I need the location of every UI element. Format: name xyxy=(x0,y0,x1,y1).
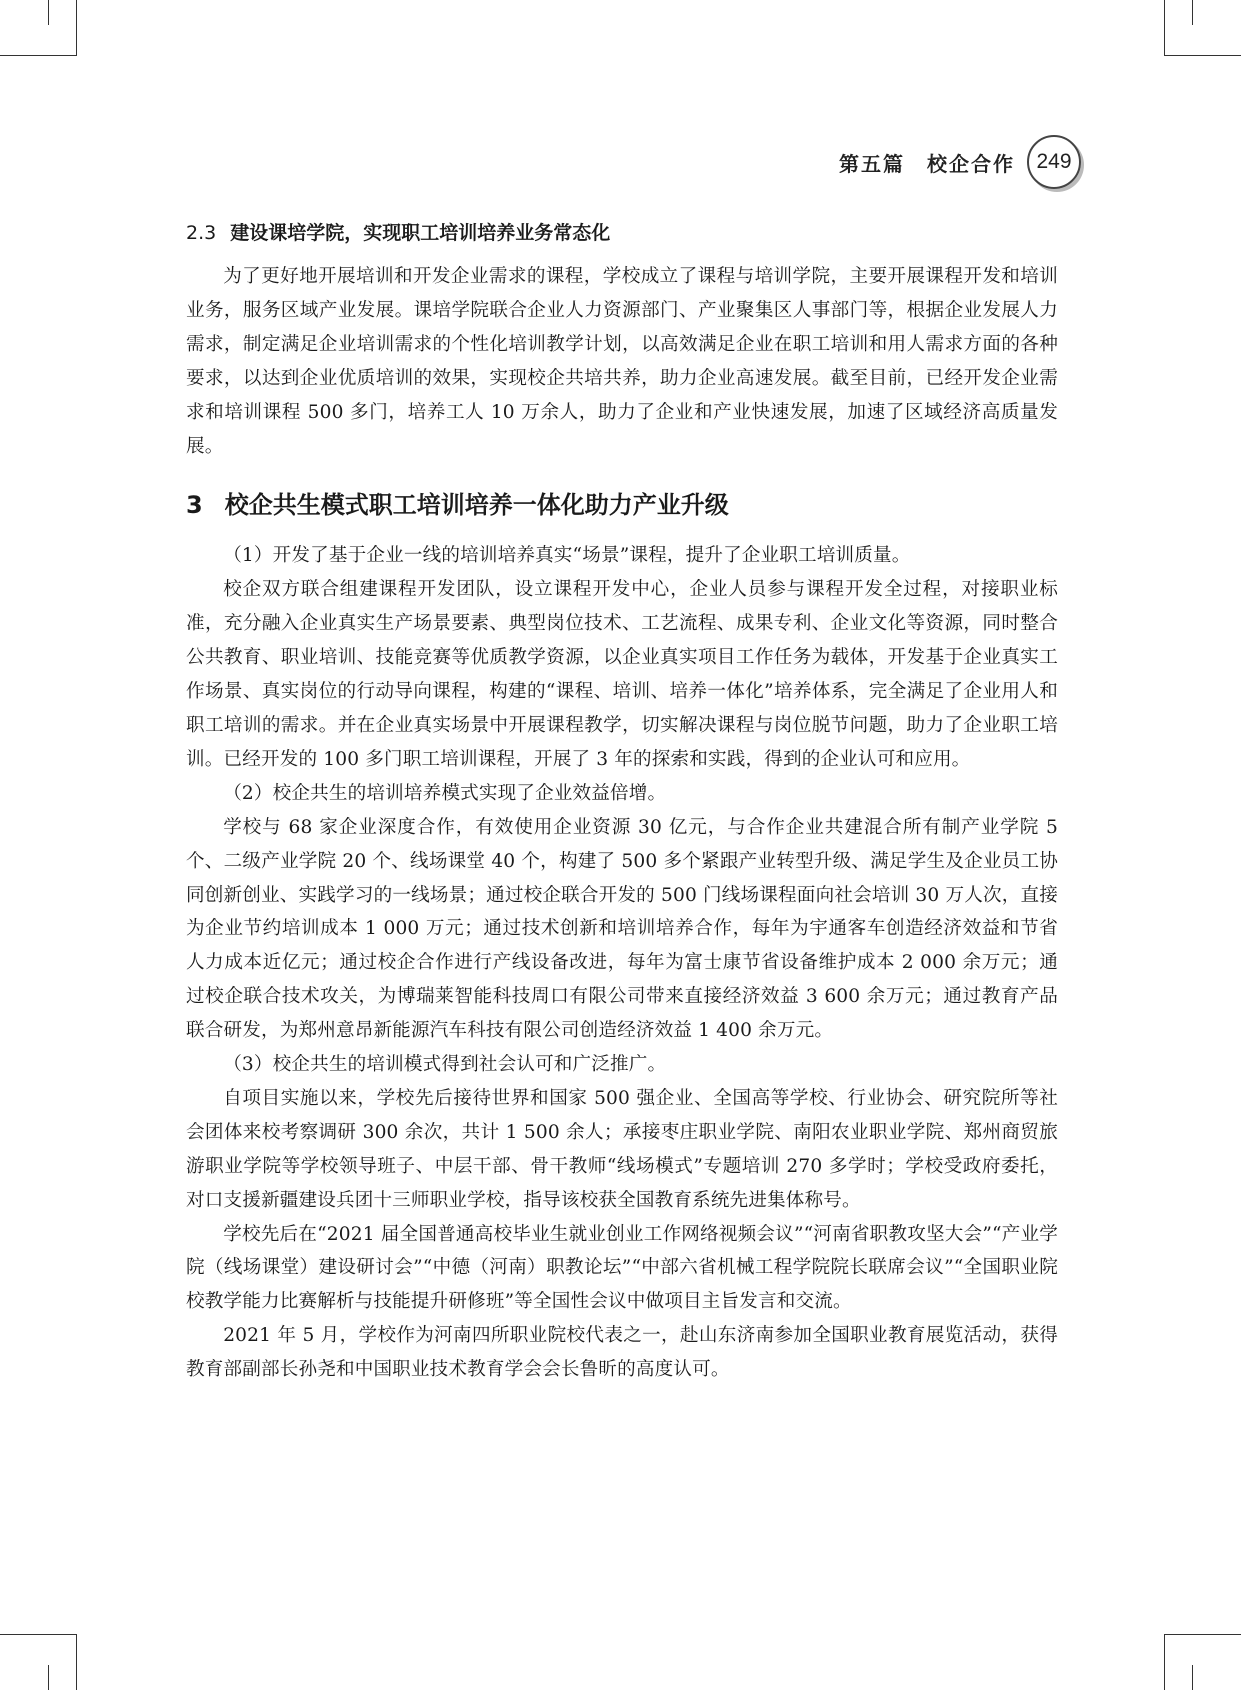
crop-mark xyxy=(1164,0,1165,56)
list-heading: （1）开发了基于企业一线的培训培养真实“场景”课程，提升了企业职工培训质量。 xyxy=(223,545,911,567)
paragraph: 自项目实施以来，学校先后接待世界和国家 500 强企业、全国高等学校、行业协会、研究院所等社会团体来校考察调研 300 余次，共计 1 500 余人；承接枣庄职业学院、南阳农业职业学院、郑州商贸旅游职业学院等学校领导班子、中层干部、骨干教师“线场模式”专题培训 270 多学时；学校受政府委托，对口支援新疆建设兵团十三师职业学校，指导该校获全国教育系统先进集体称号。 xyxy=(186,1087,1058,1211)
crop-mark xyxy=(48,1665,49,1690)
paragraph: 校企双方联合组建课程开发团队，设立课程开发中心，企业人员参与课程开发全过程，对接职业标准，充分融入企业真实生产场景要素、典型岗位技术、工艺流程、成果专利、企业文化等资源，同时整合公共教育、职业培训、技能竞赛等优质教学资源，以企业真实项目工作任务为载体，开发基于企业真实工作场景、真实岗位的行动导向课程，构建的“课程、培训、培养一体化”培养体系，完全满足了企业用人和职工培训的需求。并在企业真实场景中开展课程教学，切实解决课程与岗位脱节问题，助力了企业职工培训。已经开发的 100 多门职工培训课程，开展了 3 年的探索和实践，得到的企业认可和应用。 xyxy=(186,579,1058,770)
header-text xyxy=(839,148,1015,177)
crop-mark xyxy=(1192,0,1193,25)
section-heading xyxy=(186,485,1058,525)
header-part: 第五篇 xyxy=(839,151,905,176)
crop-mark xyxy=(1164,55,1241,56)
running-header xyxy=(839,134,1081,190)
section-title: 校企共生模式职工培训培养一体化助力产业升级 xyxy=(224,491,729,520)
list-heading: （2）校企共生的培训培养模式实现了企业效益倍增。 xyxy=(223,782,667,804)
subsection-number: 2.3 xyxy=(186,222,217,244)
page-number: 249 xyxy=(1027,135,1081,189)
crop-mark xyxy=(1164,1634,1241,1635)
paragraph: 学校先后在“2021 届全国普通高校毕业生就业创业工作网络视频会议”“河南省职教攻坚大会”“产业学院（线场课堂）建设研讨会”“中德（河南）职教论坛”“中部六省机械工程学院院长联席会议”“全国职业院校教学能力比赛解析与技能提升研修班”等全国性会议中做项目主旨发言和交流。 xyxy=(186,1223,1058,1313)
crop-mark xyxy=(1192,1665,1193,1690)
paragraph: 学校与 68 家企业深度合作，有效使用企业资源 30 亿元，与合作企业共建混合所有制产业学院 5 个、二级产业学院 20 个、线场课堂 40 个，构建了 500 多个紧跟产业转型升级、满足学生及企业员工协同创新创业、实践学习的一线场景；通过校企联合开发的 500 门线场课程面向社会培训 30 万人次，直接为企业节约培训成本 1 000 万元；通过技术创新和培训培养合作，每年为宇通客车创造经济效益和节省人力成本近亿元；通过校企合作进行产线设备改进，每年为富士康节省设备维护成本 2 000 余万元；通过校企联合技术攻关，为博瑞莱智能科技周口有限公司带来直接经济效益 3 600 余万元；通过教育产品联合研发，为郑州意昂新能源汽车科技有限公司创造经济效益 1 400 余万元。 xyxy=(186,816,1058,1042)
crop-mark xyxy=(1164,1634,1165,1690)
crop-mark xyxy=(0,55,77,56)
crop-mark xyxy=(0,1634,77,1635)
crop-mark xyxy=(76,0,77,56)
section-number: 3 xyxy=(186,491,203,520)
subsection-heading xyxy=(186,216,1058,250)
paragraph: 为了更好地开展培训和开发企业需求的课程，学校成立了课程与培训学院，主要开展课程开发和培训业务，服务区域产业发展。课培学院联合企业人力资源部门、产业聚集区人事部门等，根据企业发展人力需求，制定满足企业培训需求的个性化培训教学计划，以高效满足企业在职工培训和用人需求方面的各种要求，以达到企业优质培训的效果，实现校企共培共养，助力企业高速发展。截至目前，已经开发企业需求和培训课程 500 多门，培养工人 10 万余人，助力了企业和产业快速发展，加速了区域经济高质量发展。 xyxy=(186,266,1058,457)
crop-mark xyxy=(48,0,49,25)
list-heading: （3）校企共生的培训模式得到社会认可和广泛推广。 xyxy=(223,1054,667,1076)
crop-mark xyxy=(76,1634,77,1690)
paragraph: 2021 年 5 月，学校作为河南四所职业院校代表之一，赴山东济南参加全国职业教育展览活动，获得教育部副部长孙尧和中国职业技术教育学会会长鲁昕的高度认可。 xyxy=(186,1325,1058,1381)
page-content xyxy=(186,216,1058,1387)
header-chapter: 校企合作 xyxy=(927,151,1015,176)
subsection-title: 建设课培学院，实现职工培训培养业务常态化 xyxy=(230,222,611,244)
